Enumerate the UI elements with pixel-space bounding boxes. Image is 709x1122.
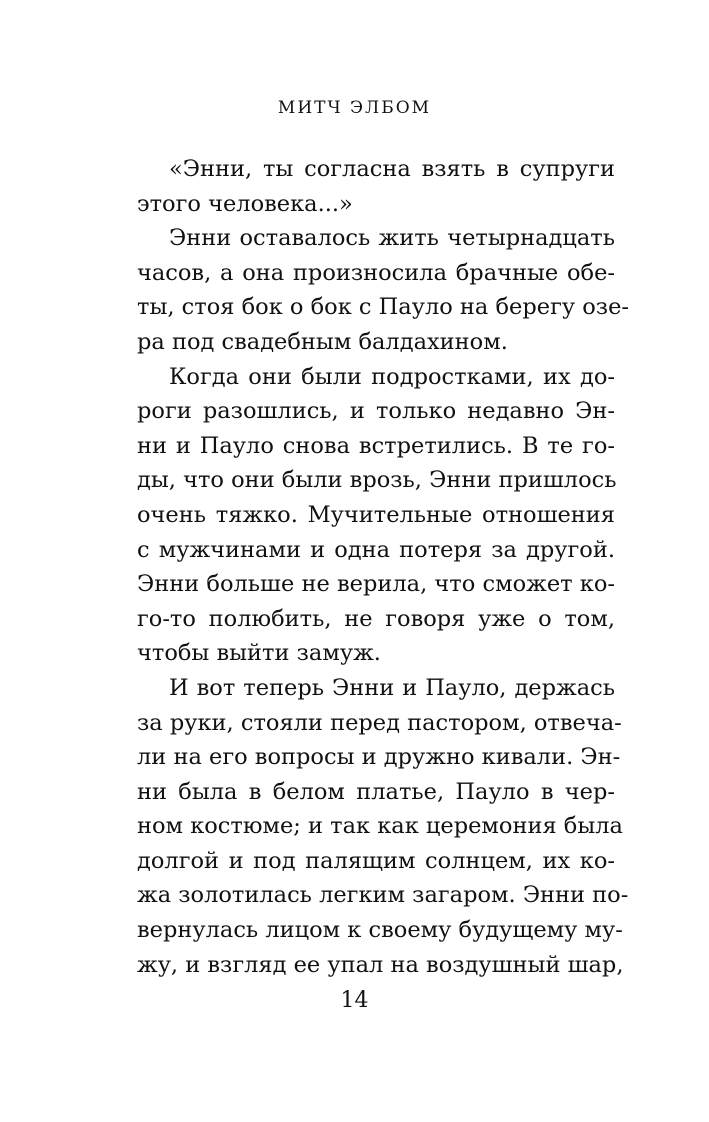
page-number: 14 xyxy=(340,988,369,1013)
text-line: ды, что они были врозь, Энни пришлось xyxy=(137,467,617,494)
text-line: за руки, стояли перед пастором, отвеча- xyxy=(137,709,622,736)
body-text xyxy=(137,152,629,982)
text-line: чтобы выйти замуж. xyxy=(137,640,381,667)
text-line: Энни больше не верила, что сможет ко- xyxy=(137,571,615,598)
text-line: жу, и взгляд ее упал на воздушный шар, xyxy=(137,951,624,978)
text-line: с мужчинами и одна потеря за другой. xyxy=(137,536,615,563)
text-line: роги разошлись, и только недавно Эн- xyxy=(137,398,615,425)
text-line: ра под свадебным балдахином. xyxy=(137,328,508,355)
text-line: часов, а она произносила брачные обе- xyxy=(137,259,615,286)
text-line: очень тяжко. Мучительные отношения xyxy=(137,501,615,528)
text-line: ни была в белом платье, Пауло в чер- xyxy=(137,778,615,805)
text-line: го-то полюбить, не говоря уже о том, xyxy=(137,605,615,632)
text-line: ты, стоя бок о бок с Пауло на берегу озе- xyxy=(137,294,629,321)
text-line: ли на его вопросы и дружно кивали. Эн- xyxy=(137,744,621,771)
text-line: Когда они были подростками, их до- xyxy=(169,363,615,390)
running-title: МИТЧ ЭЛБОМ xyxy=(277,98,432,118)
text-line: ни и Пауло снова встретились. В те го- xyxy=(137,432,615,459)
text-line: вернулась лицом к своему будущему му- xyxy=(137,917,623,944)
text-line: Энни оставалось жить четырнадцать xyxy=(169,225,615,252)
text-line: ном костюме; и так как церемония была xyxy=(137,813,623,840)
text-line: долгой и под палящим солнцем, их ко- xyxy=(137,847,615,874)
text-line: И вот теперь Энни и Пауло, держась xyxy=(169,674,615,701)
text-line: «Энни, ты согласна взять в супруги xyxy=(169,156,615,182)
text-line: жа золотилась легким загаром. Энни по- xyxy=(137,882,629,909)
text-line: этого человека...» xyxy=(137,190,353,217)
